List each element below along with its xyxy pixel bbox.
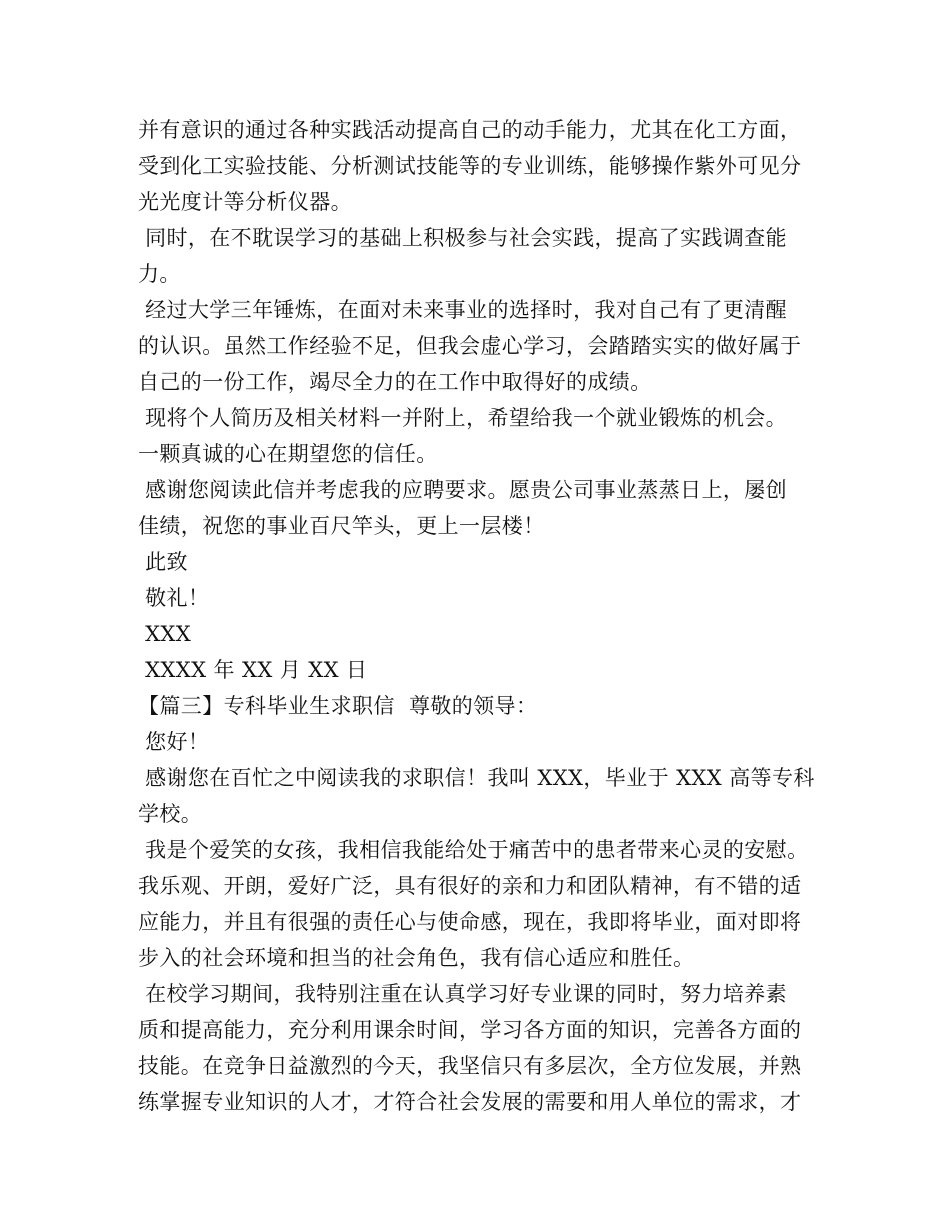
text-line: 自己的一份工作，竭尽全力的在工作中取得好的成绩。 [138, 370, 652, 394]
text-line: 我是个爱笑的女孩，我相信我能给处于痛苦中的患者带来心灵的安慰。 [138, 838, 809, 862]
text-line: 并有意识的通过各种实践活动提高自己的动手能力，尤其在化工方面， [138, 118, 802, 142]
text-line: 质和提高能力，充分利用课余时间，学习各方面的知识，完善各方面的 [138, 1018, 802, 1042]
text-line: 步入的社会环境和担当的社会角色，我有信心适应和胜任。 [138, 946, 695, 970]
text-line: 力。 [138, 262, 181, 286]
text-line: 学校。 [138, 802, 203, 826]
closing-salutation: 此致 [138, 550, 188, 574]
text-line: 现将个人简历及相关材料一并附上，希望给我一个就业锻炼的机会。 [138, 406, 788, 430]
text-line: 我乐观、开朗，爱好广泛，具有很好的亲和力和团队精神，有不错的适 [138, 874, 802, 898]
text-line: 练掌握专业知识的人才，才符合社会发展的需要和用人单位的需求，才 [138, 1090, 802, 1114]
closing-regards: 敬礼！ [138, 586, 210, 610]
text-line: 一颗真诚的心在期望您的信任。 [138, 442, 438, 466]
text-line: 佳绩，祝您的事业百尺竿头，更上一层楼！ [138, 514, 545, 538]
signature-date: XXXX 年 XX 月 XX 日 [138, 658, 368, 682]
greeting: 您好！ [138, 730, 210, 754]
text-line: 技能。在竞争日益激烈的今天，我坚信只有多层次，全方位发展，并熟 [138, 1054, 802, 1078]
text-line: 的认识。虽然工作经验不足，但我会虚心学习，会踏踏实实的做好属于 [138, 334, 802, 358]
text-line: 受到化工实验技能、分析测试技能等的专业训练，能够操作紫外可见分 [138, 154, 802, 178]
text-line: 应能力，并且有很强的责任心与使命感，现在，我即将毕业，面对即将 [138, 910, 802, 934]
text-line: 光光度计等分析仪器。 [138, 190, 352, 214]
text-line: 感谢您阅读此信并考虑我的应聘要求。愿贵公司事业蒸蒸日上，屡创 [138, 478, 788, 502]
text-line: 经过大学三年锤炼，在面对未来事业的选择时，我对自己有了更清醒 [138, 298, 788, 322]
signature-name: XXX [138, 622, 192, 646]
text-line: 在校学习期间，我特别注重在认真学习好专业课的同时，努力培养素 [138, 982, 788, 1006]
text-line: 感谢您在百忙之中阅读我的求职信！我叫 XXX，毕业于 XXX 高等专科 [138, 766, 815, 790]
section-heading: 【篇三】专科毕业生求职信 尊敬的领导： [138, 694, 538, 718]
text-line: 同时，在不耽误学习的基础上积极参与社会实践，提高了实践调查能 [138, 226, 788, 250]
